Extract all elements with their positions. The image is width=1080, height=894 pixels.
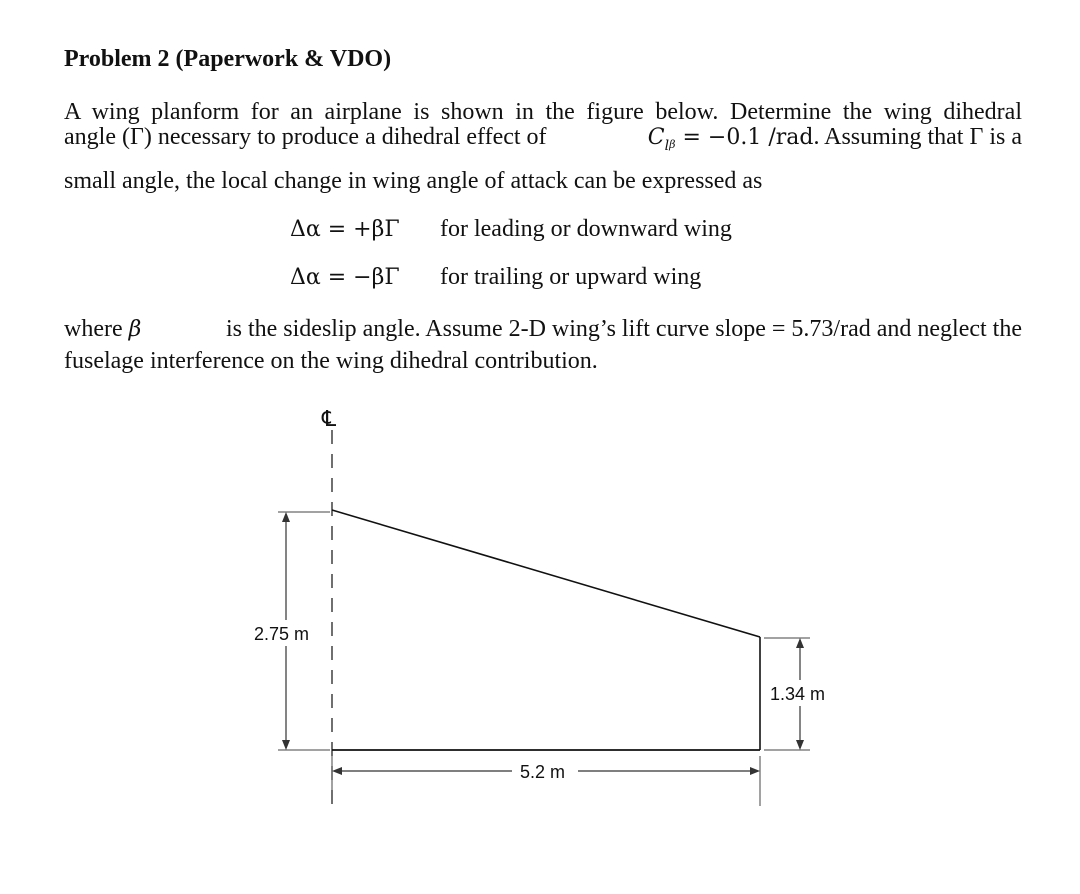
beta-symbol: β <box>128 317 142 342</box>
note-line-1-pre <box>64 316 141 343</box>
span-arrow-left <box>332 767 342 775</box>
tip-chord-arrow-top <box>796 638 804 648</box>
equation-trailing-lhs: Δα = −βΓ <box>290 265 400 290</box>
problem-title: Problem 2 (Paperwork & VDO) <box>64 46 392 72</box>
intro-line-2-text: angle (Γ) necessary to produce a dihedral effect of <box>64 124 547 150</box>
note-line-2: fuselage interference on the wing dihedral contribution. <box>64 348 598 374</box>
equation-trailing-desc: for trailing or upward wing <box>440 264 702 290</box>
equation-leading-desc: for leading or downward wing <box>440 216 732 242</box>
intro-line-2 <box>64 124 1022 154</box>
note-where: where <box>64 316 123 342</box>
root-chord-arrow-bottom <box>282 740 290 750</box>
intro-line-1: A wing planform for an airplane is shown in the figure below. Determine the wing dihedral <box>64 99 1022 125</box>
span-arrow-right <box>750 767 760 775</box>
span-label: 5.2 m <box>520 762 566 782</box>
equation-leading <box>290 216 732 243</box>
leading-edge <box>332 510 760 637</box>
centerline-symbol: ℄ <box>322 406 337 431</box>
equation-trailing <box>290 264 701 291</box>
tip-chord-arrow-bottom <box>796 740 804 750</box>
cl-sub: l <box>664 138 670 154</box>
root-chord-label: 2.75 m <box>254 624 310 644</box>
cl-symbol: C <box>647 125 665 150</box>
cl-subsub: β <box>669 138 676 151</box>
cl-beta-expression <box>648 124 1022 154</box>
tip-chord-label: 1.34 m <box>770 684 826 704</box>
note-line-1-post: is the sideslip angle. Assume 2-D wing’s lift curve slope = 5.73/rad and neglect the <box>225 316 1022 342</box>
intro-line-3: small angle, the local change in wing angle of attack can be expressed as <box>64 168 763 194</box>
root-chord-arrow-top <box>282 512 290 522</box>
wing-planform-figure <box>0 390 1080 894</box>
equation-leading-lhs: Δα = +βΓ <box>290 217 400 242</box>
cl-value: = −0.1 /rad <box>675 125 814 150</box>
note-line-1 <box>64 316 1022 343</box>
intro-line-2-tail: . Assuming that Γ is a <box>813 124 1022 150</box>
